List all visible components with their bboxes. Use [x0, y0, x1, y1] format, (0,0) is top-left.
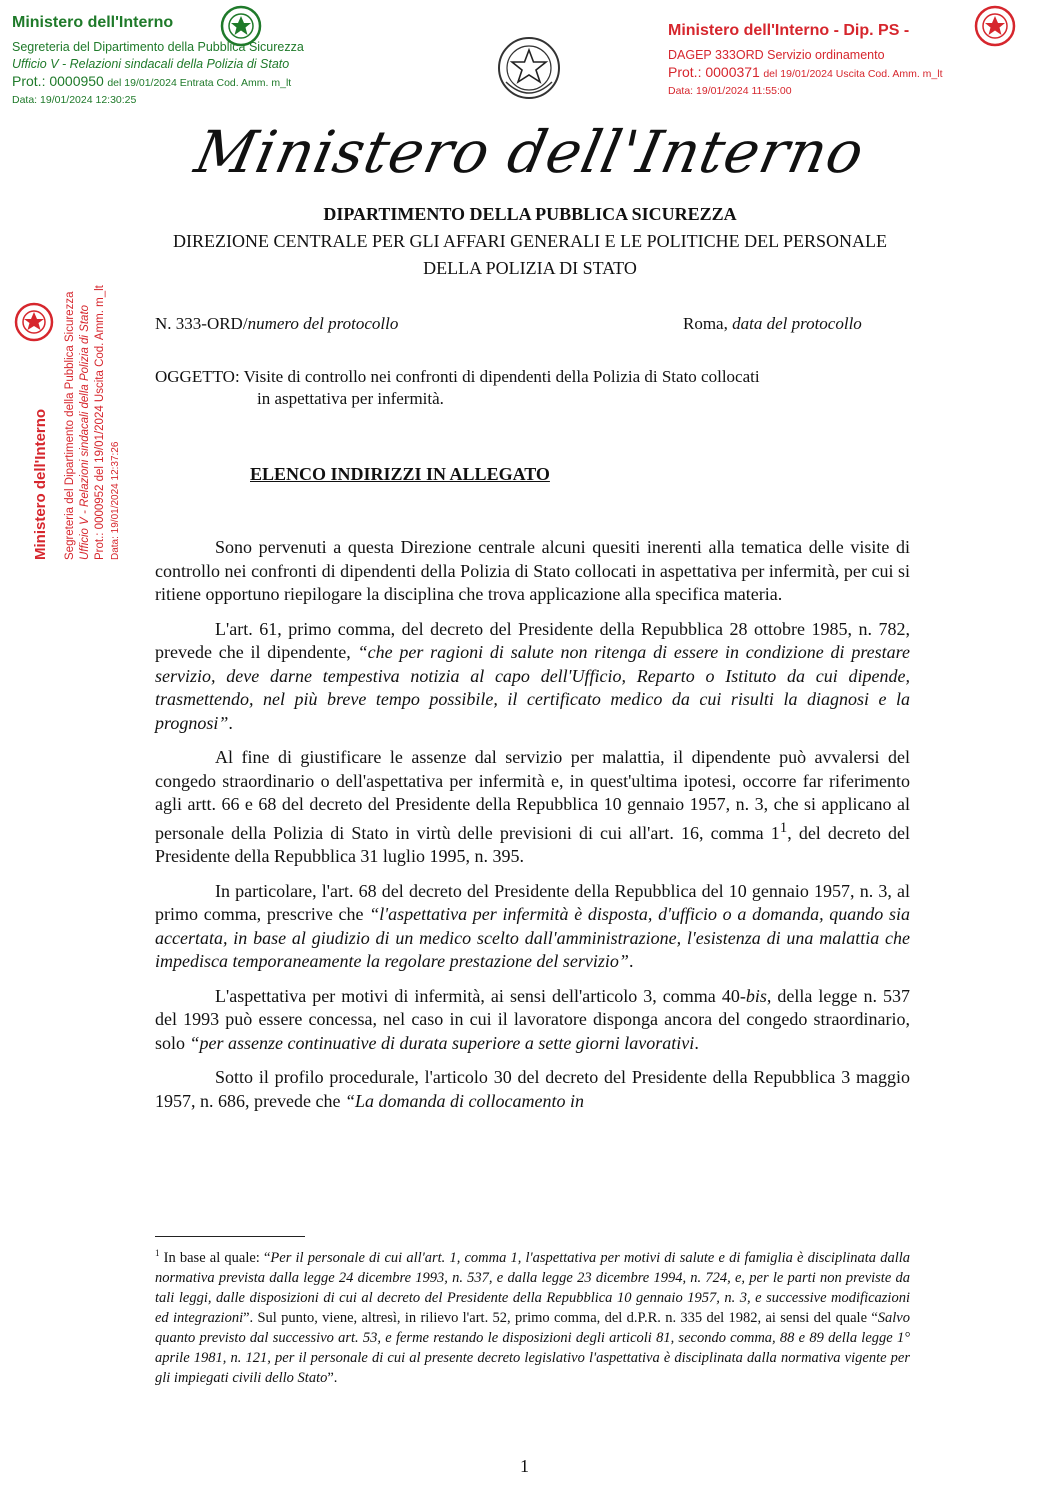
emblem-icon: [974, 4, 1016, 50]
ministry-script-title: Ministero dell'Interno: [189, 118, 871, 186]
paragraph: Sotto il profilo procedurale, l'articolo 30 del decreto del Presidente della Repubblica 3 maggio 1957, n. 686, prevede che “La domanda di collocamento in: [155, 1067, 910, 1111]
department-title: DIPARTIMENTO DELLA PUBBLICA SICUREZZA: [323, 204, 737, 224]
subject-text: Visite di controllo nei confronti di dipendenti della Polizia di Stato collocati: [243, 367, 760, 386]
stamp-protocol: Prot.: 0000371: [668, 64, 760, 80]
department-subtitle: DELLA POLIZIA DI STATO: [423, 258, 637, 278]
paragraph: L'art. 61, primo comma, del decreto del Presidente della Repubblica 28 ottobre 1985, n. 782, prevede che il dipendente, “che per ragioni di salute non ritenga di essere in condizione di prestare servizio, deve darne tempestiva notizia al capo dell'Ufficio, Reparto o Istituto da cui dipende, trasmettendo, nel più breve tempo possibile, il certificato medico da cui risulti la diagnosi e la prognosi”.: [155, 618, 910, 733]
stamp-protocol-detail: del 19/01/2024 Entrata Cod. Amm. m_lt: [107, 77, 292, 89]
stamp-line: Ufficio V - Relazioni sindacali della Polizia di Stato: [12, 57, 290, 71]
subject: [155, 366, 915, 410]
footnote-divider: [155, 1236, 305, 1237]
protocol-number: N. 333-ORD/numero del protocollo: [155, 314, 399, 333]
stamp-line: Segreteria del Dipartimento della Pubblica Sicurezza: [64, 291, 76, 560]
paragraph: In particolare, l'art. 68 del decreto del Presidente della Repubblica del 10 gennaio 1957, n. 3, al primo comma, prescrive che “l'aspettativa per infermità è disposta, d'ufficio o a domanda, quando sia accertata, in base al giudizio di un medico scelto dall'amministrazione, l'esistenza di una malattia che impedisca temporaneamente la regolare prestazione del servizio”.: [155, 880, 910, 971]
stamp-line: Segreteria del Dipartimento della Pubblica Sicurezza: [12, 40, 304, 54]
stamp-header: Ministero dell'Interno - Dip. PS -: [668, 22, 910, 39]
stamp-date: Data: 19/01/2024 11:55:00: [668, 85, 792, 97]
footnote-ref: 1: [779, 819, 788, 836]
stamp-protocol-detail: del 19/01/2024 Uscita Cod. Amm. m_lt: [763, 68, 943, 80]
emblem-icon: [496, 32, 562, 104]
subject-text: in aspettativa per infermità.: [257, 389, 444, 408]
paragraph: Sono pervenuti a questa Direzione centrale alcuni quesiti inerenti alla tematica delle visite di controllo nei confronti di dipendenti della Polizia di Stato collocati in aspettativa per infermità, per cui si ritiene opportuno riepilogare la disciplina che trova applicazione alla specifica materia.: [155, 537, 910, 604]
stamp-line: Ufficio V - Relazioni sindacali della Polizia di Stato: [79, 304, 91, 560]
letter-body: [155, 536, 910, 1124]
page-number: 1: [520, 1456, 529, 1476]
address-list-heading: ELENCO INDIRIZZI IN ALLEGATO: [250, 464, 550, 484]
stamp-header: Ministero dell'Interno: [32, 408, 49, 560]
stamp-date: Data: 19/01/2024 12:37:26: [110, 441, 121, 560]
department-subtitle: DIREZIONE CENTRALE PER GLI AFFARI GENERALI E LE POLITICHE DEL PERSONALE: [173, 231, 887, 251]
paragraph: Al fine di giustificare le assenze dal servizio per malattia, il dipendente può avvalersi del congedo straordinario o dell'aspettativa per infermità e, in quest'ultima ipotesi, occorre far riferimento agli artt. 66 e 68 del decreto del Presidente della Repubblica 10 gennaio 1957, n. 3, che si applicano al personale della Polizia di Stato in virtù delle previsioni di cui all'art. 16, comma $1^1$, del decreto del Presidente della Repubblica 31 luglio 1995, n. 395.: [155, 747, 910, 866]
stamp-line: DAGEP 333ORD Servizio ordinamento: [668, 48, 885, 62]
subject-label: OGGETTO:: [155, 367, 244, 386]
stamp-date: Data: 19/01/2024 12:30:25: [12, 94, 137, 106]
footnote: $^1$ In base al quale: “Per il personale di cui all'art. 1, comma 1, l'aspettativa per motivi di salute e di famiglia è disciplinata dalla normativa prevista dalla legge 24 dicembre 1993, n. 537, e dalla legge 23 dicembre 1994, n. 724, e, per le parti non previste da tali leggi, dalle disposizioni di cui al decreto del Presidente della Repubblica 10 gennaio 1957, n. 3, e successive modificazioni ed integrazioni”. Sul punto, viene, altresì, in rilievo l'art. 52, primo comma, del d.P.R. n. 335 del 1982, ai sensi del quale “Salvo quanto previsto dal successivo art. 53, e ferme restando le disposizioni degli articoli 81, secondo comma, 88 e 89 della legge 1° aprile 1981, n. 121, per il personale di cui al presente decreto legislativo l'aspettativa è disciplinata dalla normativa vigente per gli impiegati civili dello Stato”.: [155, 1248, 911, 1386]
stamp-header: Ministero dell'Interno: [12, 14, 174, 31]
paragraph: L'aspettativa per motivi di infermità, ai sensi dell'articolo 3, comma 40-bis, della legge n. 537 del 1993 può essere concessa, nel caso in cui il lavoratore disponga ancora del congedo straordinario, solo “per assenze continuative di durata superiore a sette giorni lavorativi.: [155, 985, 910, 1053]
stamp-protocol: Prot.: 0000952 del 19/01/2024 Uscita Cod. Amm. m_lt: [94, 285, 106, 560]
protocol-date: Roma, data del protocollo: [683, 314, 862, 333]
stamp-protocol: Prot.: 0000950: [12, 73, 104, 89]
emblem-icon: [14, 300, 54, 344]
emblem-icon: [220, 4, 262, 50]
